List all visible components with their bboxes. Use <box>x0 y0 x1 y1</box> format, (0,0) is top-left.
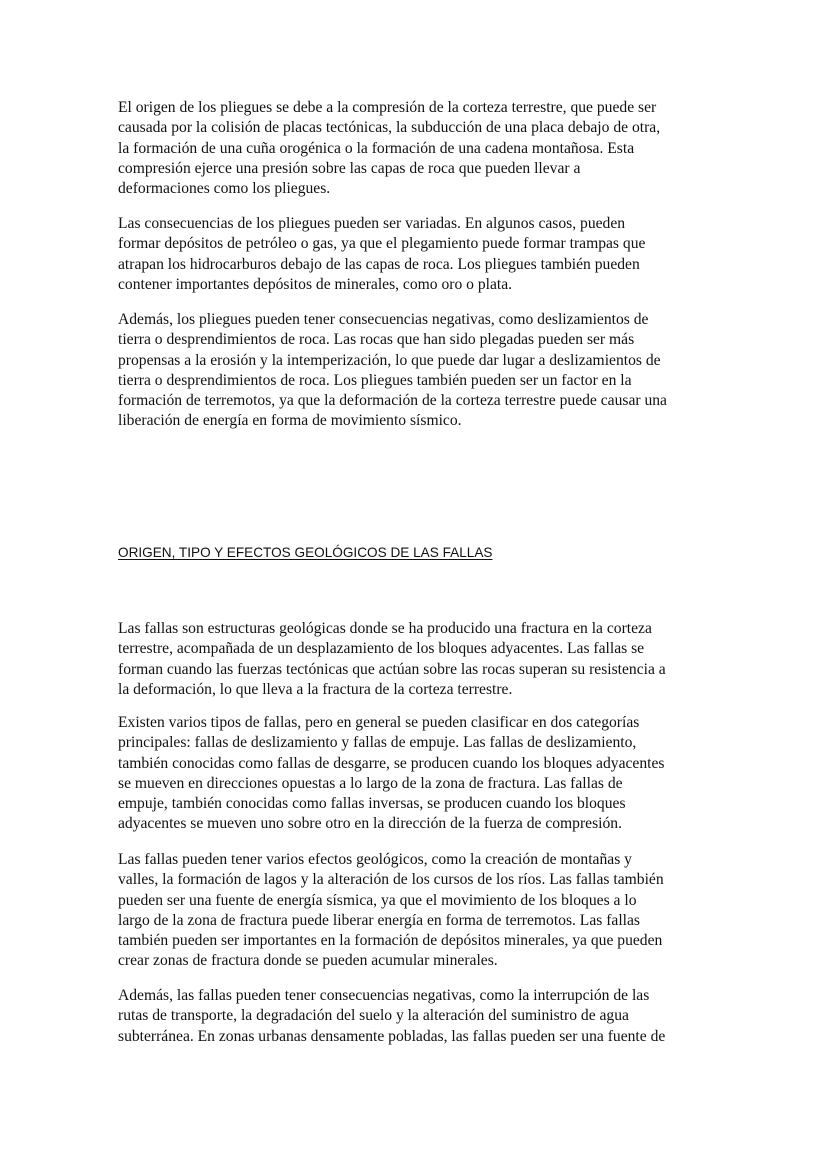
paragraph-pliegues-consecuencias <box>118 214 718 295</box>
section-heading-fallas: ORIGEN, TIPO Y EFECTOS GEOLÓGICOS DE LAS FALLAS <box>118 545 493 560</box>
text-line: forman cuando las fuerzas tectónicas que actúan sobre las rocas superan su resistencia a <box>118 660 666 678</box>
paragraph-pliegues-negativas <box>118 310 718 432</box>
text-line: Las fallas pueden tener varios efectos geológicos, como la creación de montañas y <box>118 851 632 868</box>
text-line: terrestre, acompañada de un desplazamiento de los bloques adyacentes. Las fallas se <box>118 640 645 658</box>
text-line: causada por la colisión de placas tectónicas, la subducción de una placa debajo de otra, <box>118 119 661 137</box>
text-line: empuje, también conocidas como fallas inversas, se producen cuando los bloques <box>118 795 626 813</box>
text-line: también pueden ser importantes en la formación de depósitos minerales, ya que pueden <box>118 932 663 950</box>
text-line: atrapan los hidrocarburos debajo de las capas de roca. Los pliegues también pueden <box>118 255 640 273</box>
text-line: propensas a la erosión y la intemperización, lo que puede dar lugar a deslizamientos de <box>118 351 661 369</box>
text-line: liberación de energía en forma de movimiento sísmico. <box>118 412 462 430</box>
text-line: la formación de una cuña orogénica o la formación de una cadena montañosa. Esta <box>118 139 635 157</box>
text-line: tierra o desprendimientos de roca. Las rocas que han sido plegadas pueden ser más <box>118 331 635 349</box>
text-line: tierra o desprendimientos de roca. Los pliegues también pueden ser un factor en la <box>118 371 632 389</box>
paragraph-fallas-definicion <box>118 619 718 700</box>
text-line: adyacentes se mueven uno sobre otro en la dirección de la fuerza de compresión. <box>118 815 622 833</box>
text-line: la deformación, lo que lleva a la fractura de la corteza terrestre. <box>118 680 513 698</box>
text-line: rutas de transporte, la degradación del suelo y la alteración del suministro de agua <box>118 1007 629 1025</box>
text-line: formar depósitos de petróleo o gas, ya que el plegamiento puede formar trampas que <box>118 235 646 253</box>
text-line: formación de terremotos, ya que la deformación de la corteza terrestre puede causar una <box>118 392 667 410</box>
text-line: compresión ejerce una presión sobre las capas de roca que pueden llevar a <box>118 159 581 177</box>
paragraph-pliegues-origen <box>118 98 718 199</box>
text-line: Además, los pliegues pueden tener consecuencias negativas, como deslizamientos de <box>118 311 649 328</box>
text-line: largo de la zona de fractura puede liberar energía en forma de terremotos. Las fallas <box>118 911 640 929</box>
text-line: El origen de los pliegues se debe a la compresión de la corteza terrestre, que puede ser <box>118 99 657 116</box>
text-line: Las fallas son estructuras geológicas donde se ha producido una fractura en la corteza <box>118 620 652 637</box>
paragraph-fallas-negativas <box>118 986 718 1047</box>
text-line: principales: fallas de deslizamiento y fallas de empuje. Las fallas de deslizamiento, <box>118 734 637 752</box>
text-line: valles, la formación de lagos y la alteración de los cursos de los ríos. Las fallas también <box>118 871 664 889</box>
text-line: contener importantes depósitos de minerales, como oro o plata. <box>118 275 513 293</box>
text-line: Las consecuencias de los pliegues pueden ser variadas. En algunos casos, pueden <box>118 215 626 232</box>
text-line: subterránea. En zonas urbanas densamente pobladas, las fallas pueden ser una fuente de <box>118 1027 666 1045</box>
text-line: pueden ser una fuente de energía sísmica, ya que el movimiento de los bloques a lo <box>118 891 637 909</box>
text-line: crear zonas de fractura donde se pueden acumular minerales. <box>118 952 498 970</box>
text-line: se mueven en direcciones opuestas a lo largo de la zona de fractura. Las fallas de <box>118 774 623 792</box>
text-line: deformaciones como los pliegues. <box>118 180 331 198</box>
text-line: también conocidas como fallas de desgarre, se producen cuando los bloques adyacentes <box>118 754 665 772</box>
text-line: Además, las fallas pueden tener consecuencias negativas, como la interrupción de las <box>118 987 650 1004</box>
paragraph-fallas-efectos <box>118 850 718 972</box>
paragraph-fallas-tipos <box>118 713 718 835</box>
text-line: Existen varios tipos de fallas, pero en general se pueden clasificar en dos categorías <box>118 714 640 731</box>
